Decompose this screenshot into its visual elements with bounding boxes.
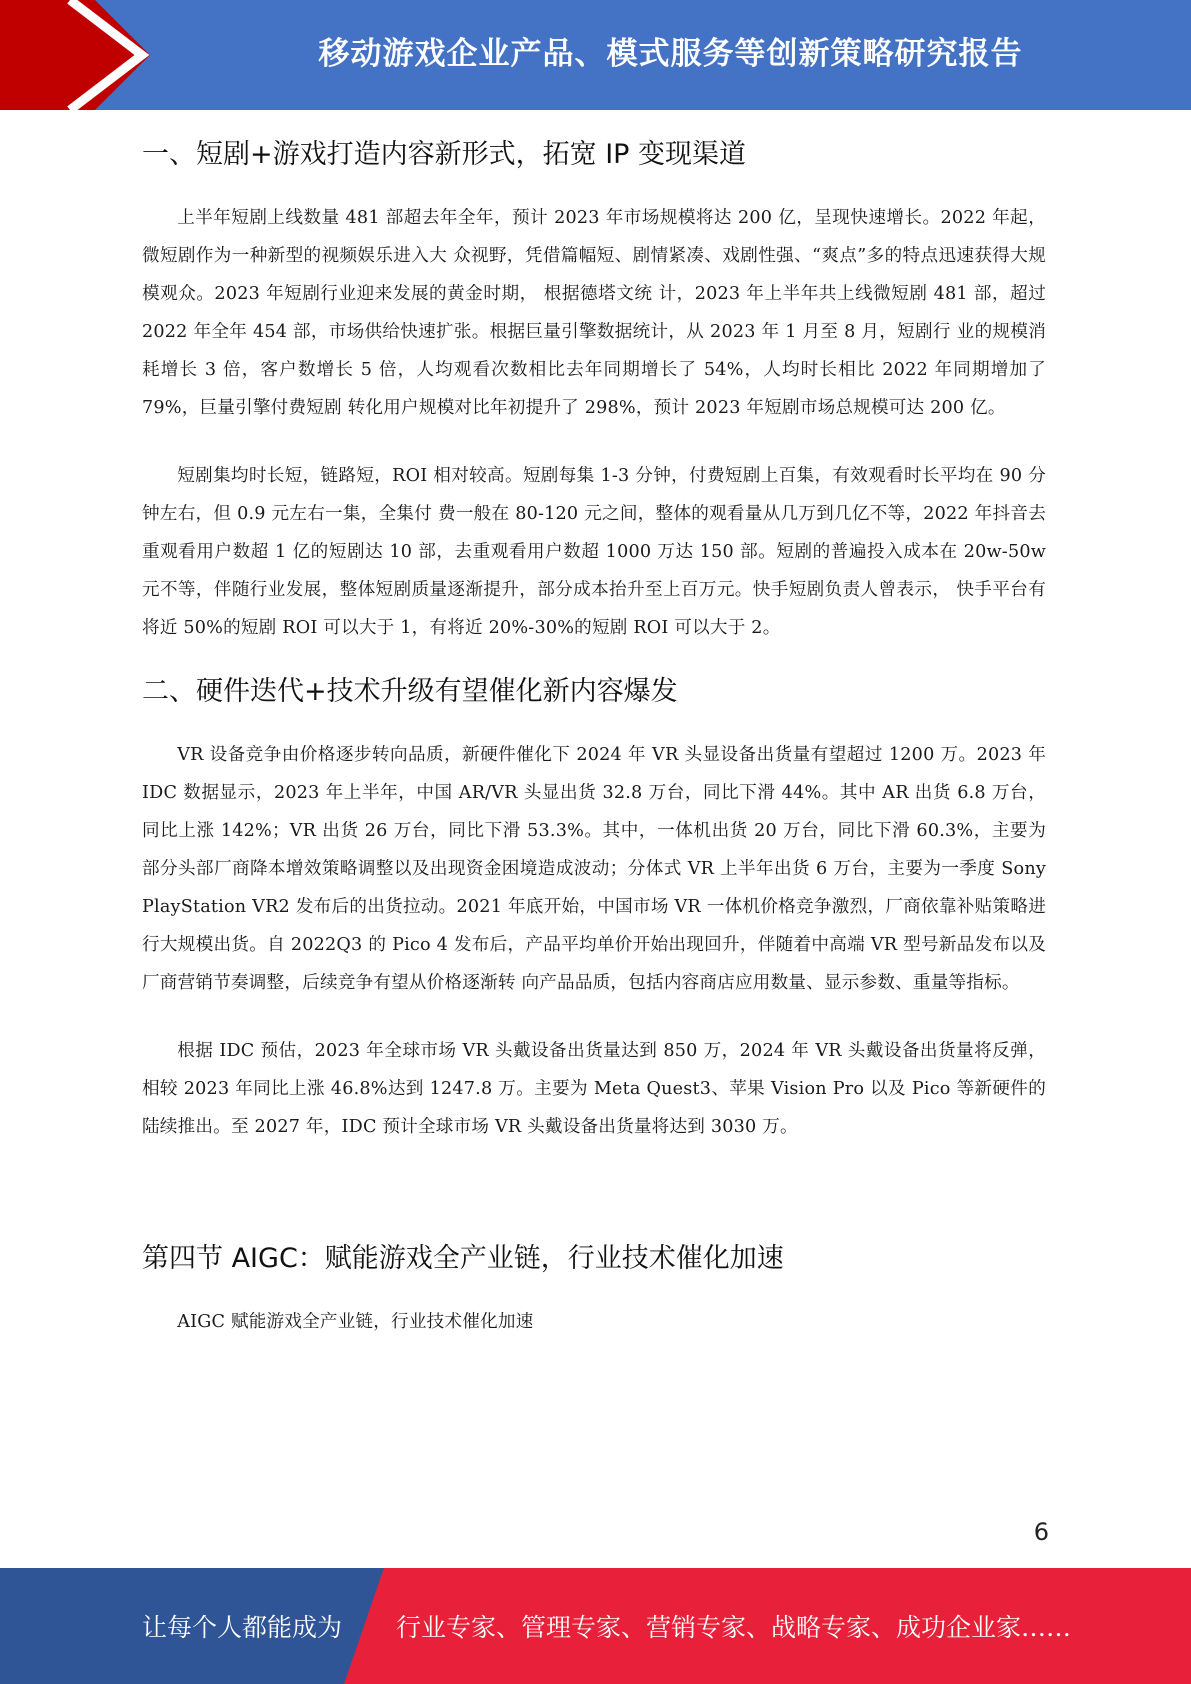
- section-3-paragraph-1: AIGC 赋能游戏全产业链，行业技术催化加速: [177, 1312, 534, 1332]
- section-2-paragraph-2: 根据 IDC 预估，2023 年全球市场 VR 头戴设备出货量达到 850 万，2024 年 VR 头戴设备出货量将反弹，相较 2023 年同比上涨 46.8%达到 1247.8 万。主要为 Meta Quest3、苹果 Vision Pro 以及 Pico 等新硬件的陆续推出。至 2027 年，IDC 预计全球市场 VR 头戴设备出货量将达到 3030 万。: [142, 1041, 1046, 1137]
- page-number: 6: [1033, 1518, 1049, 1546]
- section-2-paragraph-1: VR 设备竞争由价格逐步转向品质，新硬件催化下 2024 年 VR 头显设备出货量有望超过 1200 万。2023 年 IDC 数据显示，2023 年上半年，中国 AR/VR 头显出货 32.8 万台，同比下滑 44%。其中 AR 出货 6.8 万台，同比上涨 142%；VR 出货 26 万台，同比下滑 53.3%。其中，一体机出货 20 万台，同比下滑 60.3%，主要为部分头部厂商降本增效策略调整以及出现资金困境造成波动；分体式 VR 上半年出货 6 万台，主要为一季度 Sony PlayStation VR2 发布后的出货拉动。2021 年底开始，中国市场 VR 一体机价格竞争激烈，厂商依靠补贴策略进行大规模出货。自 2022Q3 的 Pico 4 发布后，产品平均单价开始出现回升，伴随着中高端 VR 型号新品发布以及厂商营销节奏调整，后续竞争有望从价格逐渐转 向产品品质，包括内容商店应用数量、显示参数、重量等指标。: [142, 745, 1046, 993]
- section-3-heading: 第四节 AIGC：赋能游戏全产业链，行业技术催化加速: [142, 1243, 784, 1274]
- report-title: 移动游戏企业产品、模式服务等创新策略研究报告: [318, 35, 1023, 72]
- footer-slogan-right: 行业专家、管理专家、营销专家、战略专家、成功企业家……: [396, 1613, 1072, 1642]
- page-content: [142, 118, 1046, 1341]
- section-1-heading: 一、短剧+游戏打造内容新形式，拓宽 IP 变现渠道: [142, 139, 747, 170]
- section-1-paragraph-2: 短剧集均时长短，链路短，ROI 相对较高。短剧每集 1-3 分钟，付费短剧上百集，有效观看时长平均在 90 分钟左右，但 0.9 元左右一集，全集付 费一般在 80-120 元之间，整体的观看量从几万到几亿不等，2022 年抖音去重观看用户数超 1 亿的短剧达 10 部，去重观看用户数超 1000 万达 150 部。短剧的普遍投入成本在 20w-50w 元不等，伴随行业发展，整体短剧质量逐渐提升，部分成本抬升至上百万元。快手短剧负责人曾表示， 快手平台有将近 50%的短剧 ROI 可以大于 1，有将近 20%-30%的短剧 ROI 可以大于 2。: [142, 466, 1046, 638]
- section-1-paragraph-1: 上半年短剧上线数量 481 部超去年全年，预计 2023 年市场规模将达 200 亿，呈现快速增长。2022 年起，微短剧作为一种新型的视频娱乐进入大 众视野，凭借篇幅短、剧情紧凑、戏剧性强、“爽点”多的特点迅速获得大规模观众。2023 年短剧行业迎来发展的黄金时期， 根据德塔文统 计，2023 年上半年共上线微短剧 481 部，超过 2022 年全年 454 部，市场供给快速扩张。根据巨量引擎数据统计，从 2023 年 1 月至 8 月，短剧行 业的规模消耗增长 3 倍，客户数增长 5 倍，人均观看次数相比去年同期增长了 54%，人均时长相比 2022 年同期增加了 79%，巨量引擎付费短剧 转化用户规模对比年初提升了 298%，预计 2023 年短剧市场总规模可达 200 亿。: [142, 208, 1046, 418]
- footer-slogan-left: 让每个人都能成为: [142, 1613, 343, 1642]
- section-2-heading: 二、硬件迭代+技术升级有望催化新内容爆发: [142, 676, 678, 707]
- page-header: [0, 0, 1191, 110]
- page-footer: [0, 1568, 1191, 1684]
